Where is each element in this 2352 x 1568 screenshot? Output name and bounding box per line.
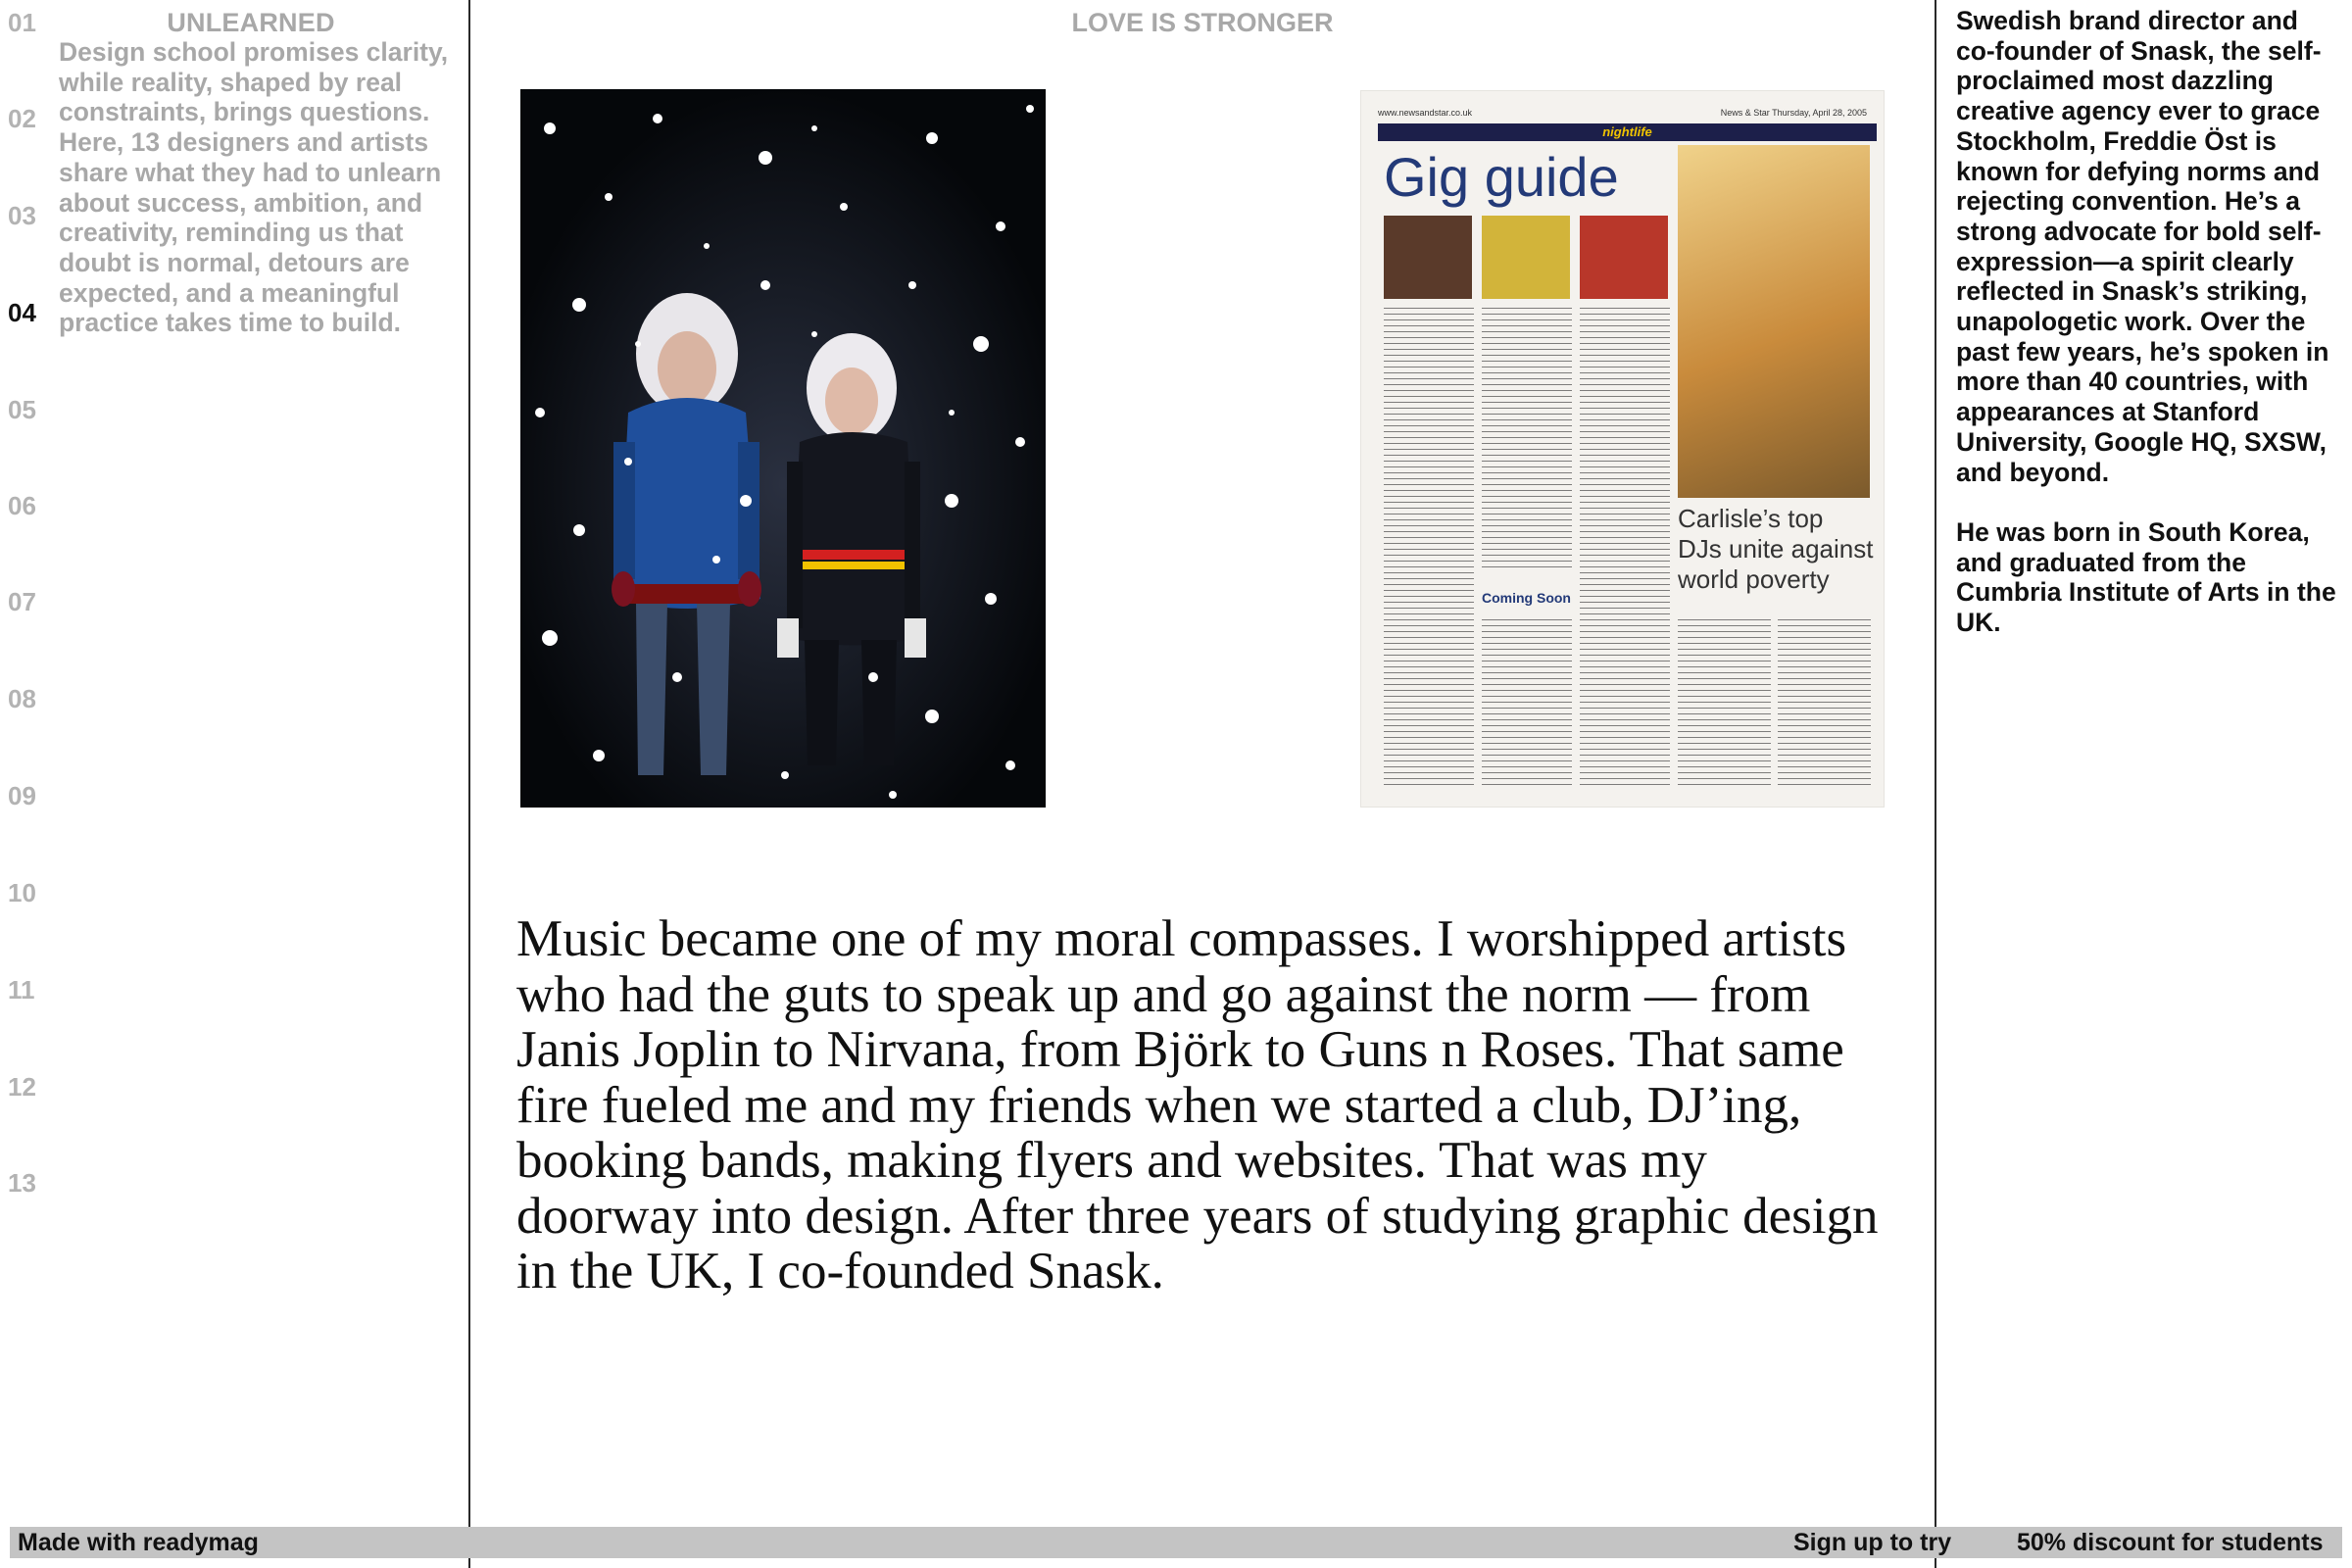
newspaper-photo-2 [1482,216,1570,299]
collection-title: UNLEARNED [167,8,335,37]
chapter-story [516,911,1898,1299]
chapter-link-07[interactable]: 07 [8,587,36,616]
bio-paragraph-1: Swedish brand director and co-founder of Snask, the self-proclaimed most dazzling creative agency ever to grace Stockholm, Freddie Öst is known for defying norms and rejecting convention. He’s a strong advocate for bold self-expression—a spirit clearly reflected in Snask’s striking, unapologetic work. Over the past few years, he’s spoken in more than 40 countries, with appearances at Stanford University, Google HQ, SXSW, and beyond. [1956,6,2329,487]
newspaper-section-band [1378,123,1877,141]
newspaper-photo-djs [1678,145,1870,498]
newspaper-section: nightlife [1602,124,1652,139]
newspaper-photo-1 [1384,216,1472,299]
collection-intro: Design school promises clarity, while reality, shaped by real constraints, brings questions. Here, 13 designers and artists share what they had to unlearn about success, ambition, and creativity, reminding us that doubt is normal, detours are expected, and a meaningful practice takes time to build. [59,37,449,338]
newspaper-text-column [1678,619,1771,786]
newspaper-site: www.newsandstar.co.uk [1378,108,1473,118]
newspaper-subheadline: Carlisle’s top DJs unite against world poverty [1678,504,1874,594]
chapter-link-11[interactable]: 11 [8,975,35,1004]
chapter-link-04[interactable]: 04 [8,298,36,327]
right-divider [1935,0,1936,1568]
chapter-title: LOVE IS STRONGER [1071,8,1334,37]
chapter-link-05[interactable]: 05 [8,395,36,424]
bio-paragraph-2: He was born in South Korea, and graduated from the Cumbria Institute of Arts in the UK. [1956,516,2336,638]
chapter-link-10[interactable]: 10 [8,878,36,907]
newspaper-text-column [1384,308,1474,788]
newspaper-coming-soon: Coming Soon [1482,590,1571,606]
newspaper-photo-3 [1580,216,1668,299]
newspaper-text-column [1580,308,1670,788]
snow-night-photo [520,89,1046,808]
chapter-link-01[interactable]: 01 [8,8,36,37]
chapter-link-09[interactable]: 09 [8,781,36,810]
chapter-link-08[interactable]: 08 [8,684,36,713]
made-with-readymag-link[interactable]: Made with readymag [18,1529,259,1556]
chapter-link-13[interactable]: 13 [8,1168,36,1198]
newspaper-text-column [1482,308,1572,572]
student-discount-link[interactable]: 50% discount for students [2017,1529,2324,1556]
snow-photo-illustration [520,89,1046,808]
newspaper-text-column [1778,619,1871,786]
newspaper-text-column [1482,619,1572,788]
sign-up-link[interactable]: Sign up to try [1793,1529,1952,1556]
left-divider [468,0,470,1568]
story-paragraph: Music became one of my moral compasses. I worshipped artists who had the guts to speak up and go against the norm — from Janis Joplin to Nirvana, from Björk to Guns n Roses. That same fire fueled me and my friends when we started a club, DJ’ing, booking bands, making flyers and websites. That was my doorway into design. After three years of studying graphic design in the UK, I co-founded Snask. [516,910,1879,1299]
newspaper-clipping [1360,90,1885,808]
chapter-link-12[interactable]: 12 [8,1072,36,1102]
author-bio [1956,6,2338,667]
chapter-link-03[interactable]: 03 [8,201,36,230]
newspaper-masthead: News & Star Thursday, April 28, 2005 [1720,108,1867,118]
newspaper-topline [1378,108,1867,120]
chapter-link-06[interactable]: 06 [8,491,36,520]
readymag-footer-bar [10,1527,2342,1558]
newspaper-headline: Gig guide [1384,146,1619,208]
chapter-link-02[interactable]: 02 [8,104,36,133]
